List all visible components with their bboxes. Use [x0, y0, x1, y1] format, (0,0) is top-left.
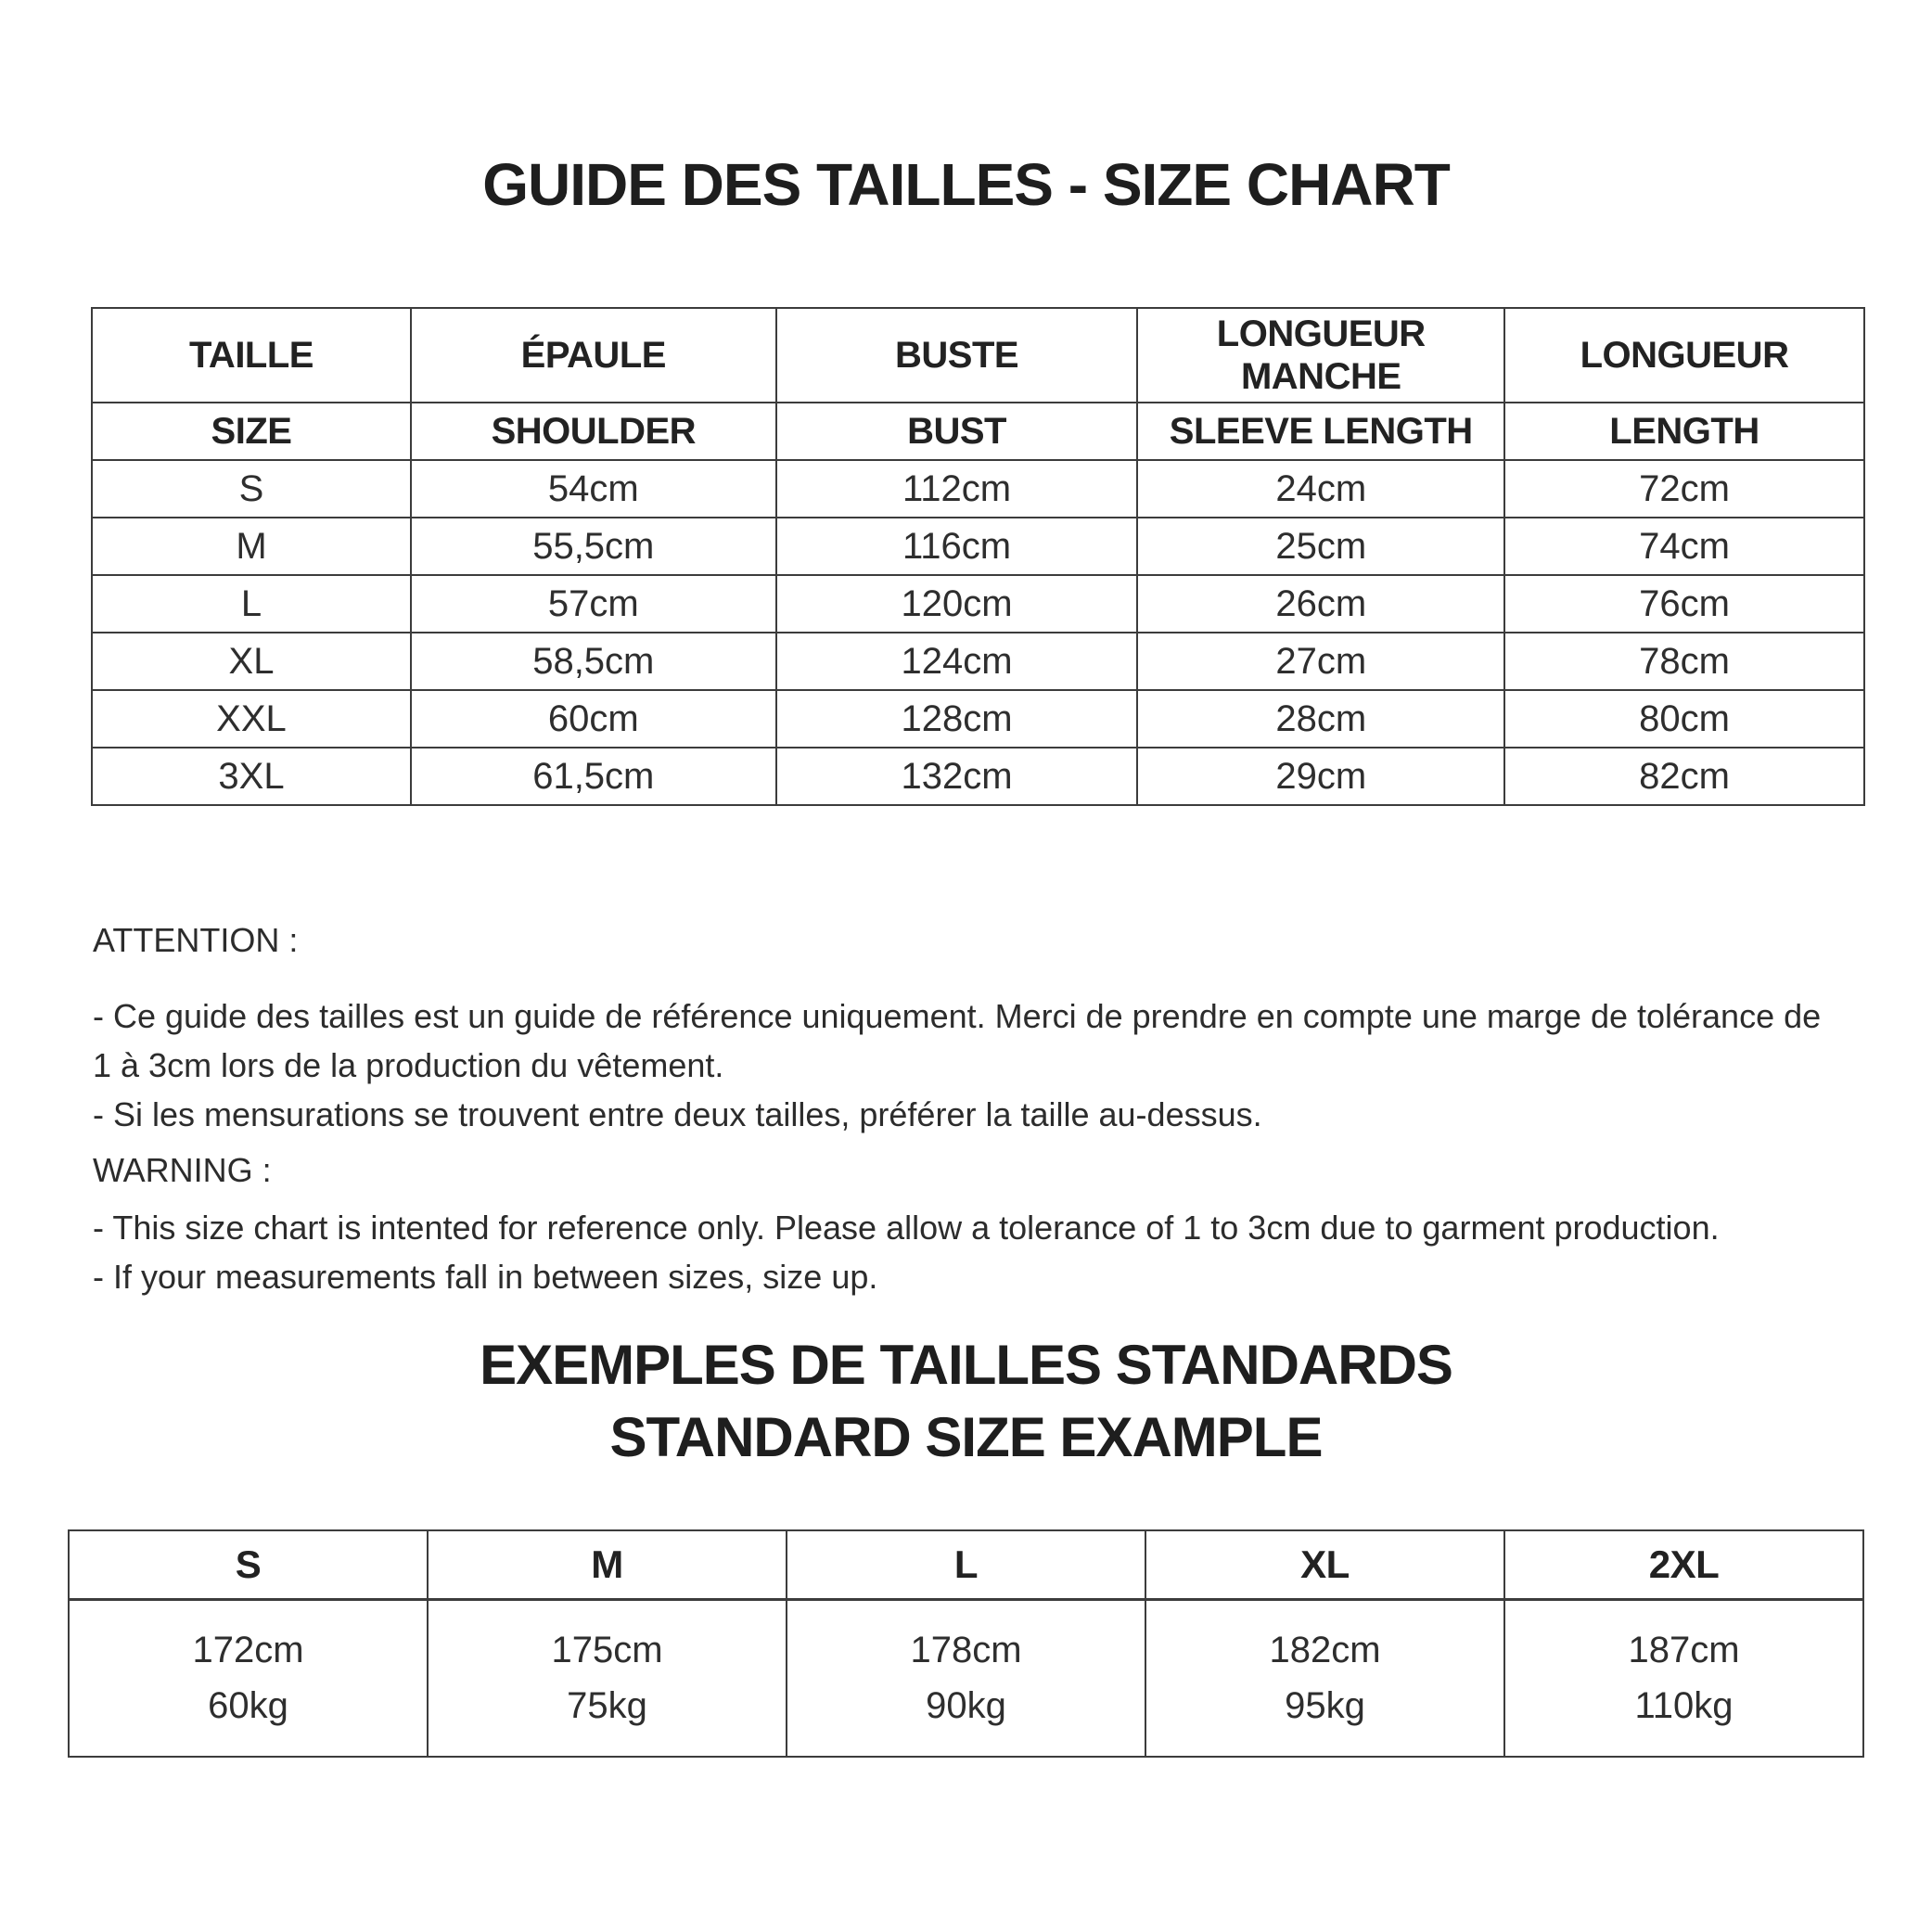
size-chart-cell: 112cm [776, 460, 1138, 518]
standard-size-header-cell: S [69, 1530, 428, 1599]
note-item: - Si les mensurations se trouvent entre deux tailles, préférer la taille au-dessus. [93, 1095, 1262, 1133]
size-chart-cell: 128cm [776, 690, 1138, 748]
size-chart-cell: 58,5cm [411, 633, 776, 690]
size-chart-cell: L [92, 575, 411, 633]
standard-size-body [69, 1599, 1863, 1757]
example-weight: 75kg [567, 1685, 647, 1727]
size-chart-header-row-fr [92, 308, 1864, 403]
size-chart-row [92, 460, 1864, 518]
size-chart-cell: XXL [92, 690, 411, 748]
size-chart-cell: 27cm [1137, 633, 1504, 690]
size-chart-header-cell: BUSTE [776, 308, 1138, 403]
standard-size-row [69, 1599, 1863, 1757]
example-height: 187cm [1628, 1630, 1740, 1671]
example-height: 182cm [1269, 1630, 1381, 1671]
size-chart-cell: XL [92, 633, 411, 690]
size-chart-cell: M [92, 518, 411, 575]
page-title: GUIDE DES TAILLES - SIZE CHART [482, 151, 1450, 218]
size-chart-header-cell: ÉPAULE [411, 308, 776, 403]
size-chart-cell: 132cm [776, 748, 1138, 805]
size-chart-cell: 116cm [776, 518, 1138, 575]
size-chart-row [92, 690, 1864, 748]
size-chart-body [92, 460, 1864, 805]
example-height: 178cm [910, 1630, 1022, 1671]
size-chart-cell: 24cm [1137, 460, 1504, 518]
size-chart-cell: 3XL [92, 748, 411, 805]
size-chart-cell: 80cm [1504, 690, 1864, 748]
size-chart-cell: 74cm [1504, 518, 1864, 575]
size-chart-header-cell: SLEEVE LENGTH [1137, 403, 1504, 460]
example-height: 175cm [551, 1630, 663, 1671]
standard-size-header-cell: XL [1145, 1530, 1504, 1599]
size-chart-cell: 72cm [1504, 460, 1864, 518]
size-chart-cell: 26cm [1137, 575, 1504, 633]
example-weight: 95kg [1285, 1685, 1365, 1727]
size-chart-header-cell: BUST [776, 403, 1138, 460]
note-item: - If your measurements fall in between sizes, size up. [93, 1258, 878, 1296]
example-weight: 110kg [1634, 1685, 1734, 1727]
standard-size-cell [69, 1599, 428, 1757]
size-chart-cell: 25cm [1137, 518, 1504, 575]
size-chart-cell: 76cm [1504, 575, 1864, 633]
size-chart-row [92, 575, 1864, 633]
note-item: - This size chart is intented for reference only. Please allow a tolerance of 1 to 3cm due to garment production. [93, 1209, 1720, 1247]
example-height: 172cm [192, 1630, 304, 1671]
size-chart-header-cell: LONGUEUR MANCHE [1137, 308, 1504, 403]
warning-list [93, 1203, 1844, 1301]
size-chart-header-row-en [92, 403, 1864, 460]
standard-size-header-cell: L [787, 1530, 1145, 1599]
size-chart-row [92, 518, 1864, 575]
attention-list [93, 992, 1844, 1139]
notes-section [93, 915, 1844, 1301]
size-chart-cell: 28cm [1137, 690, 1504, 748]
standard-size-head [69, 1530, 1863, 1599]
size-chart-cell: 78cm [1504, 633, 1864, 690]
size-chart-head [92, 308, 1864, 460]
size-chart-cell: S [92, 460, 411, 518]
size-chart-row [92, 633, 1864, 690]
standard-size-cell [428, 1599, 787, 1757]
size-chart-cell: 61,5cm [411, 748, 776, 805]
standard-size-title-fr: EXEMPLES DE TAILLES STANDARDS [480, 1334, 1452, 1396]
size-chart-cell: 57cm [411, 575, 776, 633]
size-chart-cell: 82cm [1504, 748, 1864, 805]
size-chart-header-cell: SIZE [92, 403, 411, 460]
size-chart-cell: 29cm [1137, 748, 1504, 805]
size-chart-cell: 124cm [776, 633, 1138, 690]
size-chart-row [92, 748, 1864, 805]
size-chart-cell: 55,5cm [411, 518, 776, 575]
size-chart-header-cell: LONGUEUR [1504, 308, 1864, 403]
example-weight: 90kg [926, 1685, 1006, 1727]
standard-size-cell [1145, 1599, 1504, 1757]
size-chart-header-cell: SHOULDER [411, 403, 776, 460]
note-item: - Ce guide des tailles est un guide de référence uniquement. Merci de prendre en compte une marge de tolérance de 1 à 3cm lors de la production du vêtement. [93, 997, 1822, 1084]
standard-size-header-cell: 2XL [1504, 1530, 1863, 1599]
size-chart-header-cell: TAILLE [92, 308, 411, 403]
size-chart-table [91, 307, 1865, 806]
size-chart-cell: 120cm [776, 575, 1138, 633]
warning-heading: WARNING : [93, 1151, 272, 1189]
attention-heading: ATTENTION : [93, 921, 299, 959]
standard-size-cell [787, 1599, 1145, 1757]
example-weight: 60kg [208, 1685, 288, 1727]
standard-size-cell [1504, 1599, 1863, 1757]
size-chart-cell: 60cm [411, 690, 776, 748]
standard-size-table [68, 1529, 1864, 1758]
standard-size-title [0, 1329, 1932, 1474]
size-chart-header-cell: LENGTH [1504, 403, 1864, 460]
size-chart-cell: 54cm [411, 460, 776, 518]
standard-size-header-cell: M [428, 1530, 787, 1599]
standard-size-title-en: STANDARD SIZE EXAMPLE [609, 1406, 1323, 1468]
standard-size-header-row [69, 1530, 1863, 1599]
